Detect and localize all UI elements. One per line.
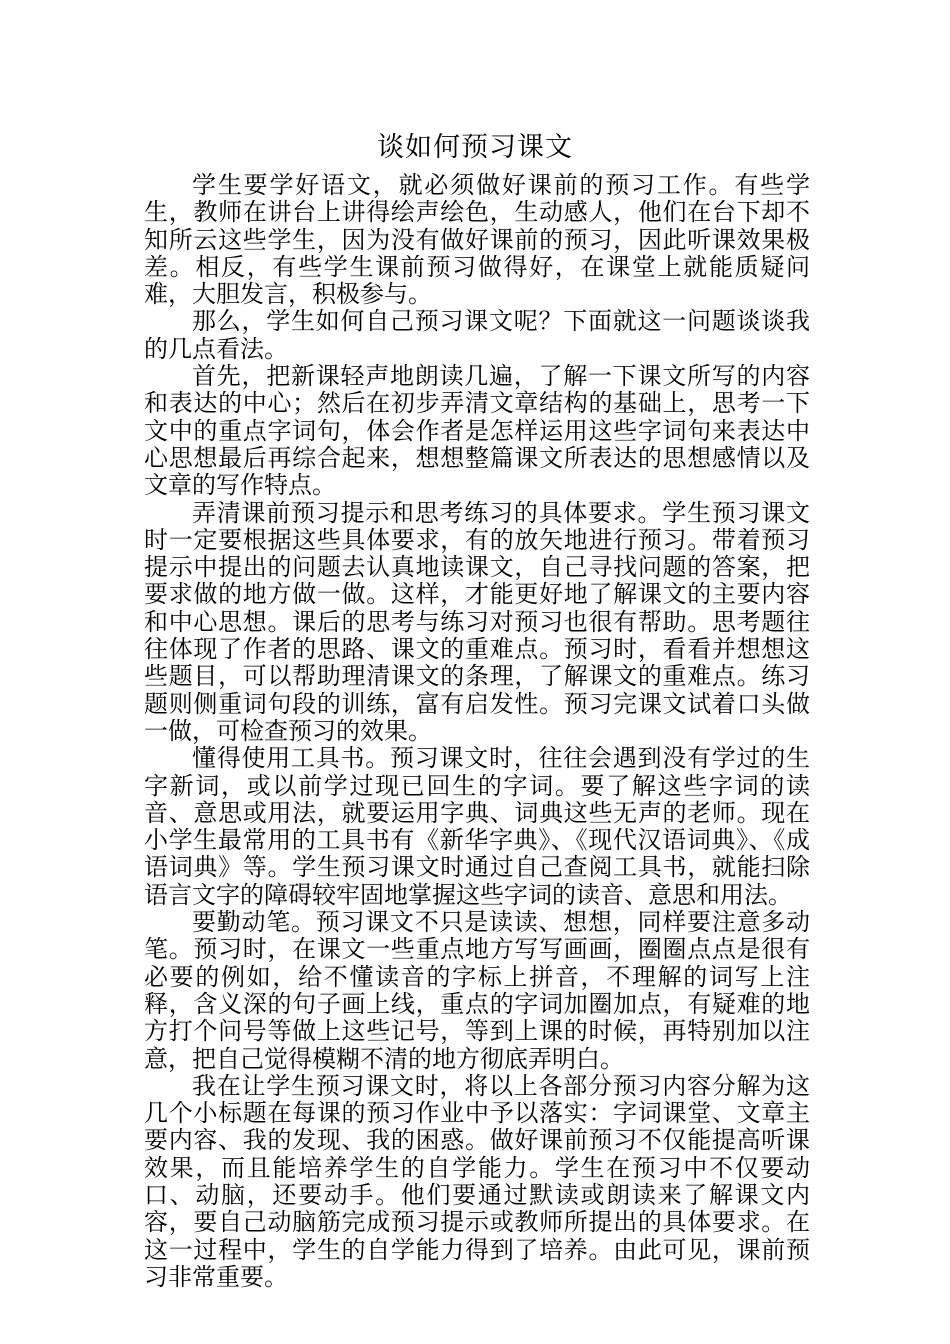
paragraph: 懂得使用工具书。预习课文时，往往会遇到没有学过的生字新词，或以前学过现已回生的字词。要了解这些字词的读音、意思或用法，就要运用字典、词典这些无声的老师。现在小学生最常用的工具书有《新华字典》、《现代汉语词典》、《成语词典》等。学生预习课文时通过自己查阅工具书，就能扫除语言文字的障碍较牢固地掌握这些字词的读音、意思和用法。 <box>144 744 810 909</box>
paragraph: 我在让学生预习课文时，将以上各部分预习内容分解为这几个小标题在每课的预习作业中予以落实：字词课堂、文章主要内容、我的发现、我的困惑。做好课前预习不仅能提高听课效果，而且能培养学生的自学能力。学生在预习中不仅要动口、动脑，还要动手。他们要通过默读或朗读来了解课文内容，要自己动脑筋完成预习提示或教师所提出的具体要求。在这一过程中，学生的自学能力得到了培养。由此可见，课前预习非常重要。 <box>144 1071 810 1291</box>
document-body <box>144 172 810 1291</box>
document-title: 谈如何预习课文 <box>377 132 573 163</box>
paragraph: 要勤动笔。预习课文不只是读读、想想，同样要注意多动笔。预习时，在课文一些重点地方写写画画，圈圈点点是很有必要的例如，给不懂读音的字标上拼音，不理解的词写上注释，含义深的句子画上线，重点的字词加圈加点，有疑难的地方打个问号等做上这些记号，等到上课的时候，再特别加以注意，把自己觉得模糊不清的地方彻底弄明白。 <box>144 908 810 1073</box>
paragraph: 弄清课前预习提示和思考练习的具体要求。学生预习课文时一定要根据这些具体要求，有的放矢地进行预习。带着预习提示中提出的问题去认真地读课文，自己寻找问题的答案，把要求做的地方做一做。这样，才能更好地了解课文的主要内容和中心思想。课后的思考与练习对预习也很有帮助。思考题往往体现了作者的思路、课文的重难点。预习时，看看并想想这些题目，可以帮助理清课文的条理，了解课文的重难点。练习题则侧重词句段的训练，富有启发性。预习完课文试着口头做一做，可检查预习的效果。 <box>144 498 810 745</box>
paragraph: 那么，学生如何自己预习课文呢？下面就这一问题谈谈我的几点看法。 <box>144 307 810 363</box>
paragraph: 首先，把新课轻声地朗读几遍，了解一下课文所写的内容和表达的中心；然后在初步弄清文章结构的基础上，思考一下文中的重点字词句，体会作者是怎样运用这些字词句来表达中心思想最后再综合起来，想想整篇课文所表达的思想感情以及文章的写作特点。 <box>144 362 810 500</box>
paragraph: 学生要学好语文，就必须做好课前的预习工作。有些学生，教师在讲台上讲得绘声绘色，生动感人，他们在台下却不知所云这些学生，因为没有做好课前的预习，因此听课效果极差。相反，有些学生课前预习做得好，在课堂上就能质疑问难，大胆发言，积极参与。 <box>144 171 810 309</box>
